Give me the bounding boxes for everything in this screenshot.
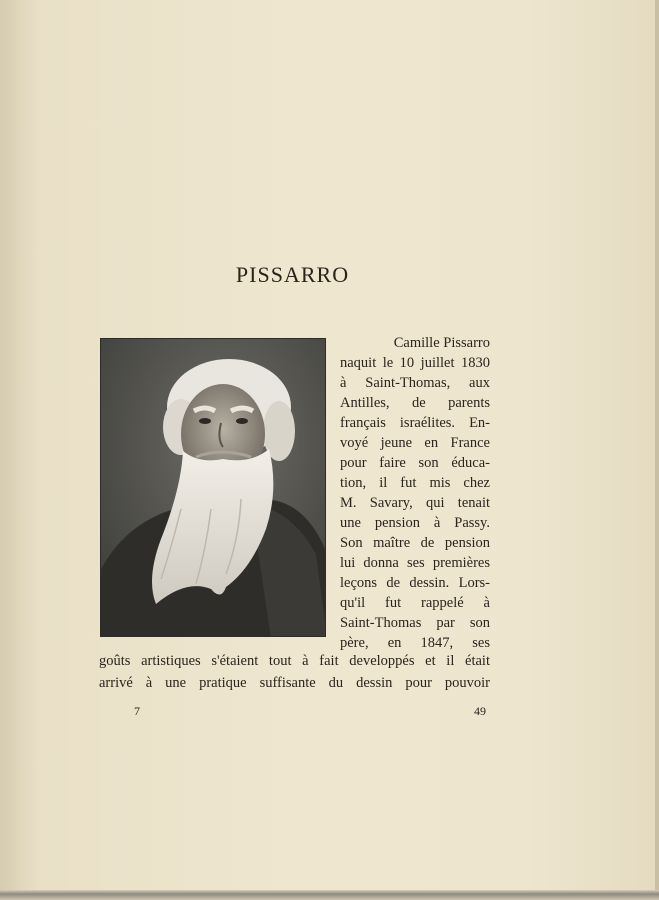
text-line-1: Camille Pissarro bbox=[393, 335, 490, 351]
text-line-7: pour faire son éduca- bbox=[340, 455, 490, 471]
page-title: PISSARRO bbox=[235, 262, 350, 287]
text-line-10: une pension à Passy. bbox=[340, 515, 490, 531]
page-bottom-edge bbox=[0, 890, 659, 900]
signature-mark: 7 bbox=[134, 704, 140, 718]
portrait-photo bbox=[100, 338, 326, 637]
text-line-12: lui donna ses premières bbox=[340, 555, 490, 571]
text-line-14: qu'il fut rappelé à bbox=[340, 595, 490, 611]
text-line-3: à Saint-Thomas, aux bbox=[340, 375, 490, 391]
text-line-18: arrivé à une pratique suffisante du dessin pour pouvoir bbox=[99, 675, 490, 691]
text-line-15: Saint-Thomas par son bbox=[340, 615, 490, 631]
text-line-5: français israélites. En- bbox=[340, 415, 490, 431]
page-right-edge bbox=[655, 0, 659, 900]
text-line-6: voyé jeune en France bbox=[340, 435, 490, 451]
text-line-9: M. Savary, qui tenait bbox=[340, 495, 490, 511]
text-line-13: leçons de dessin. Lors- bbox=[340, 575, 490, 591]
page-number: 49 bbox=[474, 704, 486, 718]
text-line-11: Son maître de pension bbox=[340, 535, 490, 551]
text-line-4: Antilles, de parents bbox=[340, 395, 490, 411]
text-line-16: père, en 1847, ses bbox=[340, 635, 490, 651]
text-line-2: naquit le 10 juillet 1830 bbox=[340, 355, 490, 371]
portrait-image bbox=[101, 339, 326, 637]
text-line-17: goûts artistiques s'étaient tout à fait developpés et il était bbox=[99, 653, 490, 669]
text-line-8: tion, il fut mis chez bbox=[340, 475, 490, 491]
